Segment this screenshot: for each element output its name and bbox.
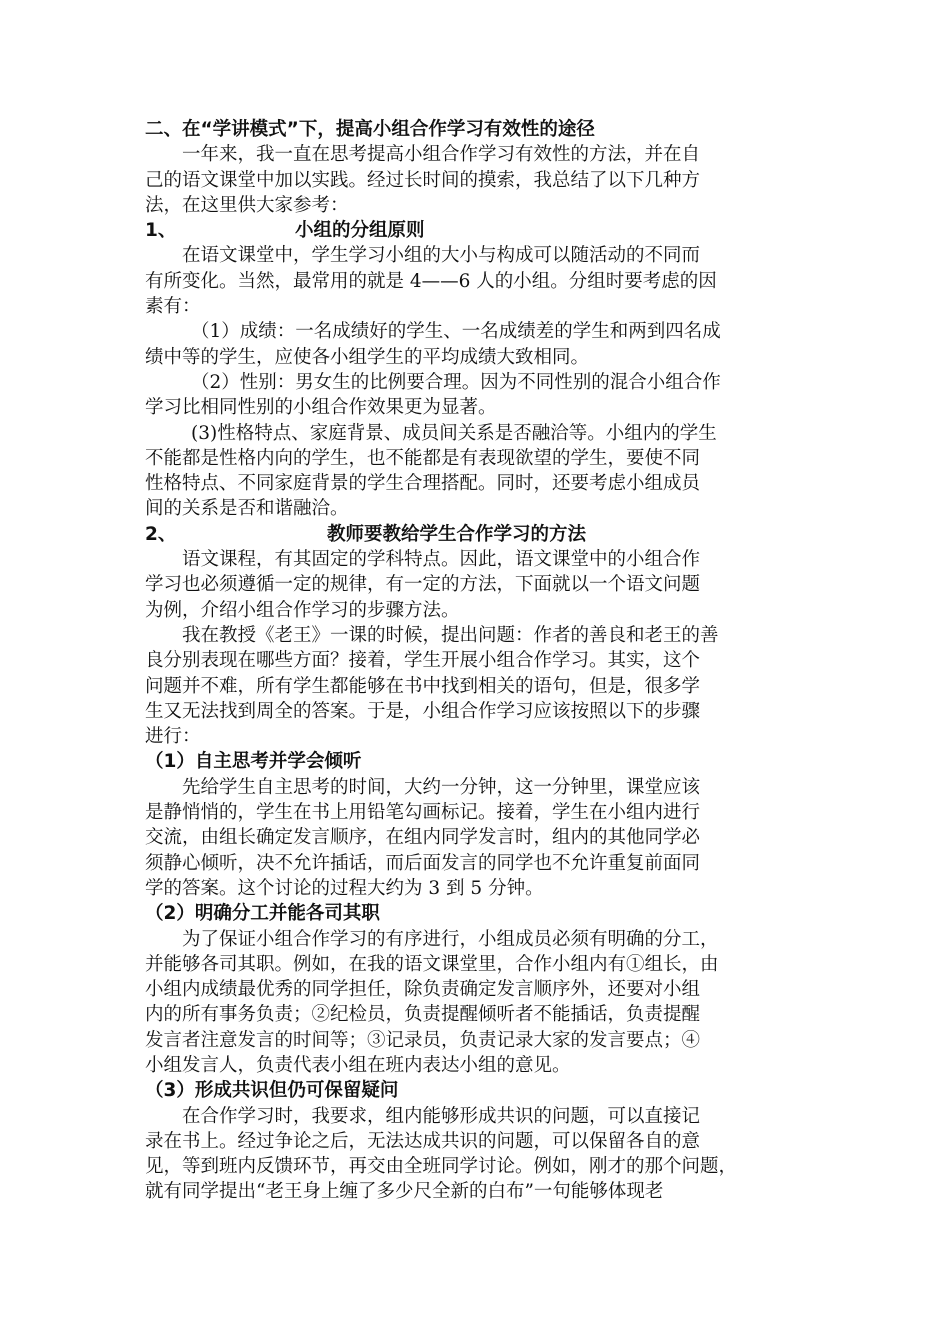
- list-item-line: 性格特点、不同家庭背景的学生合理搭配。同时，还要考虑小组成员: [145, 473, 701, 495]
- paragraph-line: 须静心倾听，决不允许插话，而后面发言的同学也不允许重复前面同: [145, 852, 701, 874]
- list-item-line: (3)性格特点、家庭背景、成员间关系是否融洽等。小组内的学生: [191, 422, 717, 444]
- paragraph-line: 并能够各司其职。例如，在我的语文课堂里，合作小组内有①组长，由: [145, 953, 719, 975]
- paragraph-line: 交流，由组长确定发言顺序，在组内同学发言时，组内的其他同学必: [145, 827, 701, 849]
- paragraph-line: 先给学生自主思考的时间，大约一分钟，这一分钟里，课堂应该: [182, 776, 701, 798]
- paragraph-line: 录在书上。经过争论之后，无法达成共识的问题，可以保留各自的意: [145, 1130, 701, 1152]
- paragraph-line: 问题并不难，所有学生都能够在书中找到相关的语句，但是，很多学: [145, 675, 701, 697]
- subsection-title: 教师要教给学生合作学习的方法: [327, 523, 587, 545]
- list-item-line: 不能都是性格内向的学生，也不能都是有表现欲望的学生，要使不同: [145, 447, 701, 469]
- paragraph-line: 进行：: [145, 726, 201, 748]
- paragraph-line: 小组发言人，负责代表小组在班内表达小组的意见。: [145, 1054, 571, 1076]
- paragraph-line: 见，等到班内反馈环节，再交由全班同学讨论。例如，刚才的那个问题，: [145, 1156, 738, 1178]
- paragraph-line: 是静悄悄的，学生在书上用铅笔勾画标记。接着，学生在小组内进行: [145, 802, 701, 824]
- subsection-number: 1、: [145, 220, 177, 242]
- subsection-number: 2、: [145, 523, 177, 545]
- list-item-line: （2）性别：男女生的比例要合理。因为不同性别的混合小组合作: [191, 371, 721, 393]
- paragraph-line: 在语文课堂中，学生学习小组的大小与构成可以随活动的不同而: [182, 245, 701, 267]
- paragraph-line: 为了保证小组合作学习的有序进行，小组成员必须有明确的分工，: [182, 928, 719, 950]
- paragraph-line: 内的所有事务负责；②纪检员，负责提醒倾听者不能插话，负责提醒: [145, 1004, 701, 1026]
- paragraph-line: 良分别表现在哪些方面？接着，学生开展小组合作学习。其实，这个: [145, 650, 701, 672]
- paragraph-line: 发言者注意发言的时间等；③记录员，负责记录大家的发言要点；④: [145, 1029, 701, 1051]
- paragraph-line: 我在教授《老王》一课的时候，提出问题：作者的善良和老王的善: [182, 624, 719, 646]
- list-item-line: 绩中等的学生，应使各小组学生的平均成绩大致相同。: [145, 346, 590, 368]
- intro-line: 一年来，我一直在思考提高小组合作学习有效性的方法，并在自: [182, 144, 701, 166]
- paragraph-line: 小组内成绩最优秀的同学担任，除负责确定发言顺序外，还要对小组: [145, 979, 701, 1001]
- step-1-title: （1）自主思考并学会倾听: [145, 751, 362, 773]
- section-heading: 二、在“学讲模式”下，提高小组合作学习有效性的途径: [145, 119, 595, 140]
- paragraph-line: 就有同学提出“老王身上缠了多少尺全新的白布”一句能够体现老: [145, 1181, 664, 1203]
- paragraph-line: 为例，介绍小组合作学习的步骤方法。: [145, 599, 460, 621]
- subsection-1-heading: [145, 218, 817, 243]
- intro-line: 法，在这里供大家参考：: [145, 194, 349, 216]
- subsection-title: 小组的分组原则: [295, 220, 425, 242]
- paragraph-line: 学习也必须遵循一定的规律，有一定的方法，下面就以一个语文问题: [145, 574, 701, 596]
- paragraph-line: 在合作学习时，我要求，组内能够形成共识的问题，可以直接记: [182, 1105, 701, 1127]
- step-3-title: （3）形成共识但仍可保留疑问: [145, 1080, 399, 1102]
- list-item-line: 间的关系是否和谐融洽。: [145, 498, 349, 520]
- step-2-title: （2）明确分工并能各司其职: [145, 903, 380, 925]
- paragraph-line: 语文课程，有其固定的学科特点。因此，语文课堂中的小组合作: [182, 549, 701, 571]
- paragraph-line: 学的答案。这个讨论的过程大约为 3 到 5 分钟。: [145, 877, 544, 899]
- document-page: [145, 117, 817, 1205]
- paragraph-line: 生又无法找到周全的答案。于是，小组合作学习应该按照以下的步骤: [145, 700, 701, 722]
- paragraph-line: 有所变化。当然，最常用的就是 4——6 人的小组。分组时要考虑的因: [145, 270, 717, 292]
- subsection-2-heading: [145, 522, 817, 547]
- list-item-line: 学习比相同性别的小组合作效果更为显著。: [145, 397, 497, 419]
- list-item-line: （1）成绩：一名成绩好的学生、一名成绩差的学生和两到四名成: [191, 321, 721, 343]
- intro-line: 己的语文课堂中加以实践。经过长时间的摸索，我总结了以下几种方: [145, 169, 701, 191]
- paragraph-line: 素有：: [145, 296, 201, 318]
